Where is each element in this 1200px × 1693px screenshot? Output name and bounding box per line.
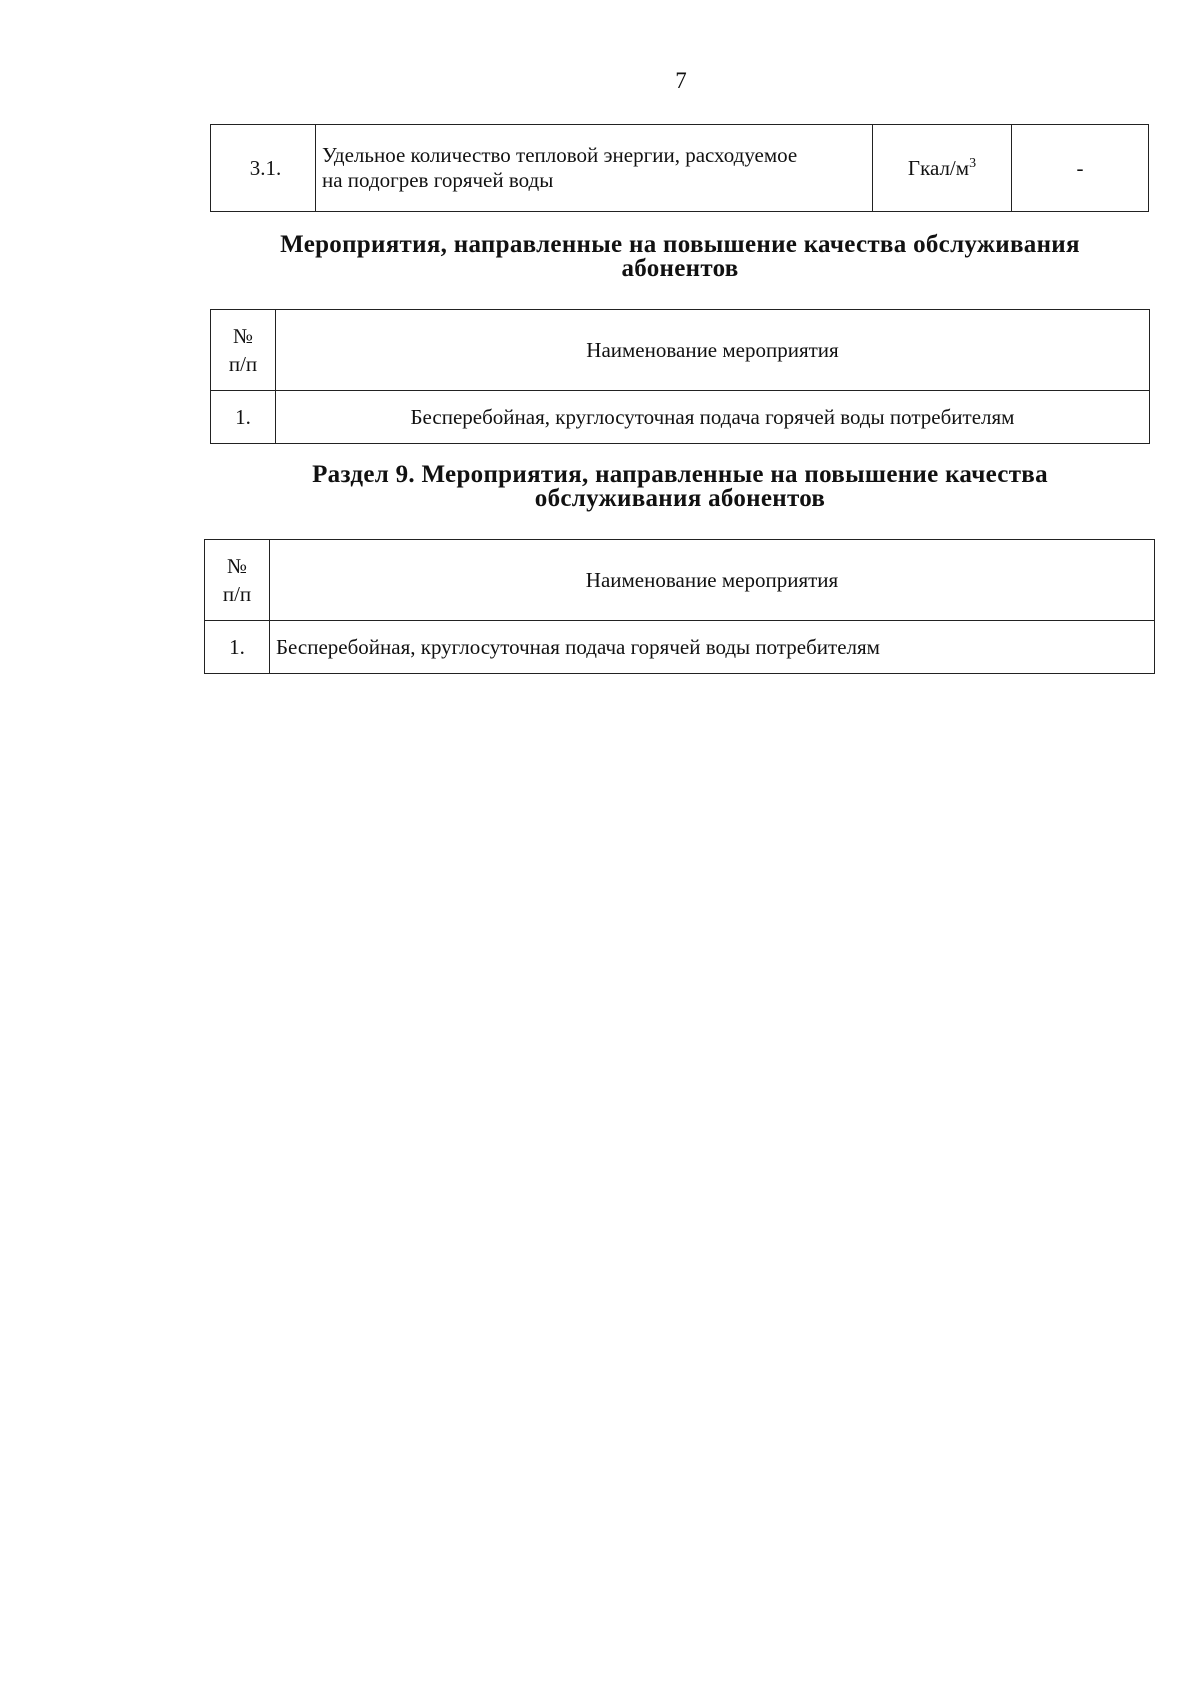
description-line-1: Удельное количество тепловой энергии, расходуемое: [322, 143, 798, 167]
section-a-heading-line-2: абонентов: [621, 255, 739, 282]
row-unit: [873, 125, 1012, 212]
section-b-table: [204, 539, 1155, 674]
row-number: 3.1.: [211, 125, 316, 212]
section-b-heading: [200, 463, 1160, 511]
table-header-row: [205, 540, 1155, 621]
unit-superscript: 3: [969, 155, 977, 171]
indicator-table: [210, 124, 1149, 212]
section-a-heading-line-1: Мероприятия, направленные на повышение качества обслуживания: [280, 231, 1080, 258]
page-number: 7: [675, 68, 687, 93]
row-name: Бесперебойная, круглосуточная подача горячей воды потребителям: [270, 621, 1155, 674]
row-value: -: [1012, 125, 1149, 212]
header-no-line-1: №: [232, 324, 254, 348]
table-row: [211, 391, 1150, 444]
header-no: [205, 540, 270, 621]
table-row: [211, 125, 1149, 212]
row-no: 1.: [211, 391, 276, 444]
header-name: Наименование мероприятия: [276, 310, 1150, 391]
table-row: [205, 621, 1155, 674]
header-no-line-2: п/п: [228, 352, 258, 376]
header-name: Наименование мероприятия: [270, 540, 1155, 621]
row-no: 1.: [205, 621, 270, 674]
header-no-line-2: п/п: [222, 582, 252, 606]
row-name: Бесперебойная, круглосуточная подача горячей воды потребителям: [276, 391, 1150, 444]
row-description: [316, 125, 873, 212]
table-header-row: [211, 310, 1150, 391]
section-a-heading: [200, 233, 1160, 281]
section-b-heading-line-1: Раздел 9. Мероприятия, направленные на повышение качества: [312, 461, 1048, 488]
section-a-table: [210, 309, 1150, 444]
header-no-line-1: №: [226, 554, 248, 578]
header-no: [211, 310, 276, 391]
description-line-2: на подогрев горячей воды: [322, 168, 554, 192]
unit-text: Гкал/м: [907, 155, 970, 180]
section-b-heading-line-2: обслуживания абонентов: [534, 485, 826, 512]
